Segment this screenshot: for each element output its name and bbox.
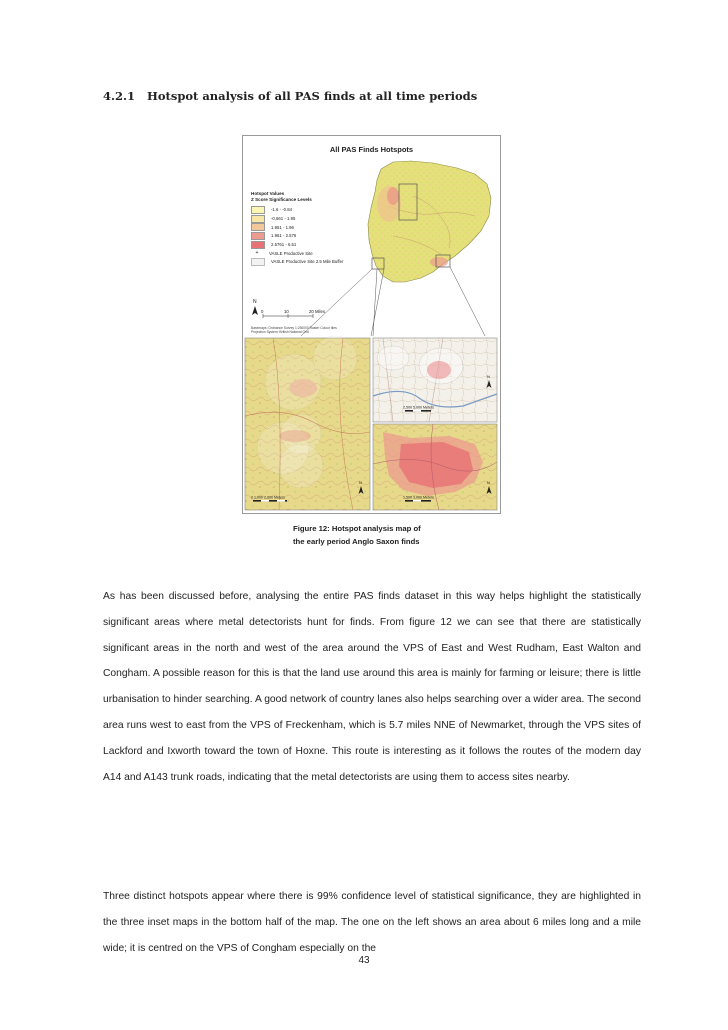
body-paragraph-2: Three distinct hotspots appear where there is 99% confidence level of statistical significance, they are highlighted in the three inset maps in the bottom half of the map. The one on the left shows an area about 6 miles long and a mile wide; it is centred on the VPS of Congham especially on the bbox=[103, 891, 641, 954]
caption-line-1: Figure 12: Hotspot analysis map of bbox=[293, 524, 421, 533]
svg-text:0: 0 bbox=[261, 309, 264, 314]
section-number: 4.2.1 bbox=[103, 89, 136, 103]
inset-left-scale: 0 1,000 2,000 Meters bbox=[251, 495, 285, 500]
legend-buffer: VASLE Productive Site 2.5 Mile Buffer bbox=[251, 258, 343, 267]
north-label: N bbox=[253, 299, 257, 305]
legend-item: 1.961 - 2.576 bbox=[251, 232, 343, 241]
page-number: 43 bbox=[358, 955, 370, 966]
credit-line-1: Basemaps: Ordnance Survey 1:250000 Raster Colour tiles bbox=[251, 326, 337, 330]
legend-subtitle: Z Score Significance Levels bbox=[251, 196, 312, 202]
body-paragraph-1: As has been discussed before, analysing the entire PAS finds dataset in this way helps highlight the statistically significant areas where metal detectorists hunt for finds. From figure 12 we can see that there are statistically significant areas in the north and west of the area around the VPS of East and West Rudham, East Walton and Congham. A possible reason for this is that the land use around this area is mainly for farming or leisure; there is little urbanisation to hinder searching. A good network of country lanes also helps searching over a wider area. The second area runs west to east from the VPS of Freckenham, which is 5.7 miles NNE of Newmarket, through the VPS sites of Lackford and Ixworth toward the town of Hoxne. This route is interesting as it follows the routes of the modern day A14 and A143 trunk roads, indicating that the metal detectorists are using them to access sites nearby. bbox=[103, 591, 641, 783]
legend-item: 2.5761 - 6.51 bbox=[251, 240, 343, 249]
legend-site: + VASLE Productive Site bbox=[255, 250, 313, 257]
hotspot-map-figure bbox=[242, 135, 501, 514]
inset-right-bottom bbox=[373, 424, 497, 510]
legend-item: -1.6 - -0.84 bbox=[251, 205, 343, 214]
svg-text:N: N bbox=[359, 480, 362, 485]
map-legend bbox=[251, 191, 343, 266]
section-heading bbox=[103, 89, 477, 103]
svg-text:10: 10 bbox=[284, 309, 289, 314]
credit-line-2: Projection System: British National Grid bbox=[251, 330, 309, 334]
caption-line-2: the early period Anglo Saxon finds bbox=[293, 537, 420, 546]
figure-caption bbox=[293, 522, 421, 548]
section-title: Hotspot analysis of all PAS finds at all time periods bbox=[147, 89, 478, 103]
legend-title: Hotspot Values bbox=[251, 191, 285, 196]
svg-text:20 Miles: 20 Miles bbox=[309, 309, 326, 314]
svg-text:N: N bbox=[487, 480, 490, 485]
inset-maps bbox=[243, 336, 500, 513]
north-arrow-main bbox=[252, 299, 258, 315]
scale-bar-main bbox=[261, 309, 325, 318]
svg-text:N: N bbox=[487, 374, 490, 379]
inset-left bbox=[245, 336, 370, 510]
inset-right-top-scale: 2,500 5,000 Meters bbox=[403, 405, 434, 410]
inset-right-bottom-scale: 1,500 3,000 Meters bbox=[403, 495, 434, 500]
legend-item: 1.951 - 1.96 bbox=[251, 223, 343, 232]
legend-item: -0,661 - 1.95 bbox=[251, 214, 343, 223]
map-title: All PAS Finds Hotspots bbox=[329, 145, 414, 154]
inset-right-top bbox=[373, 338, 497, 422]
